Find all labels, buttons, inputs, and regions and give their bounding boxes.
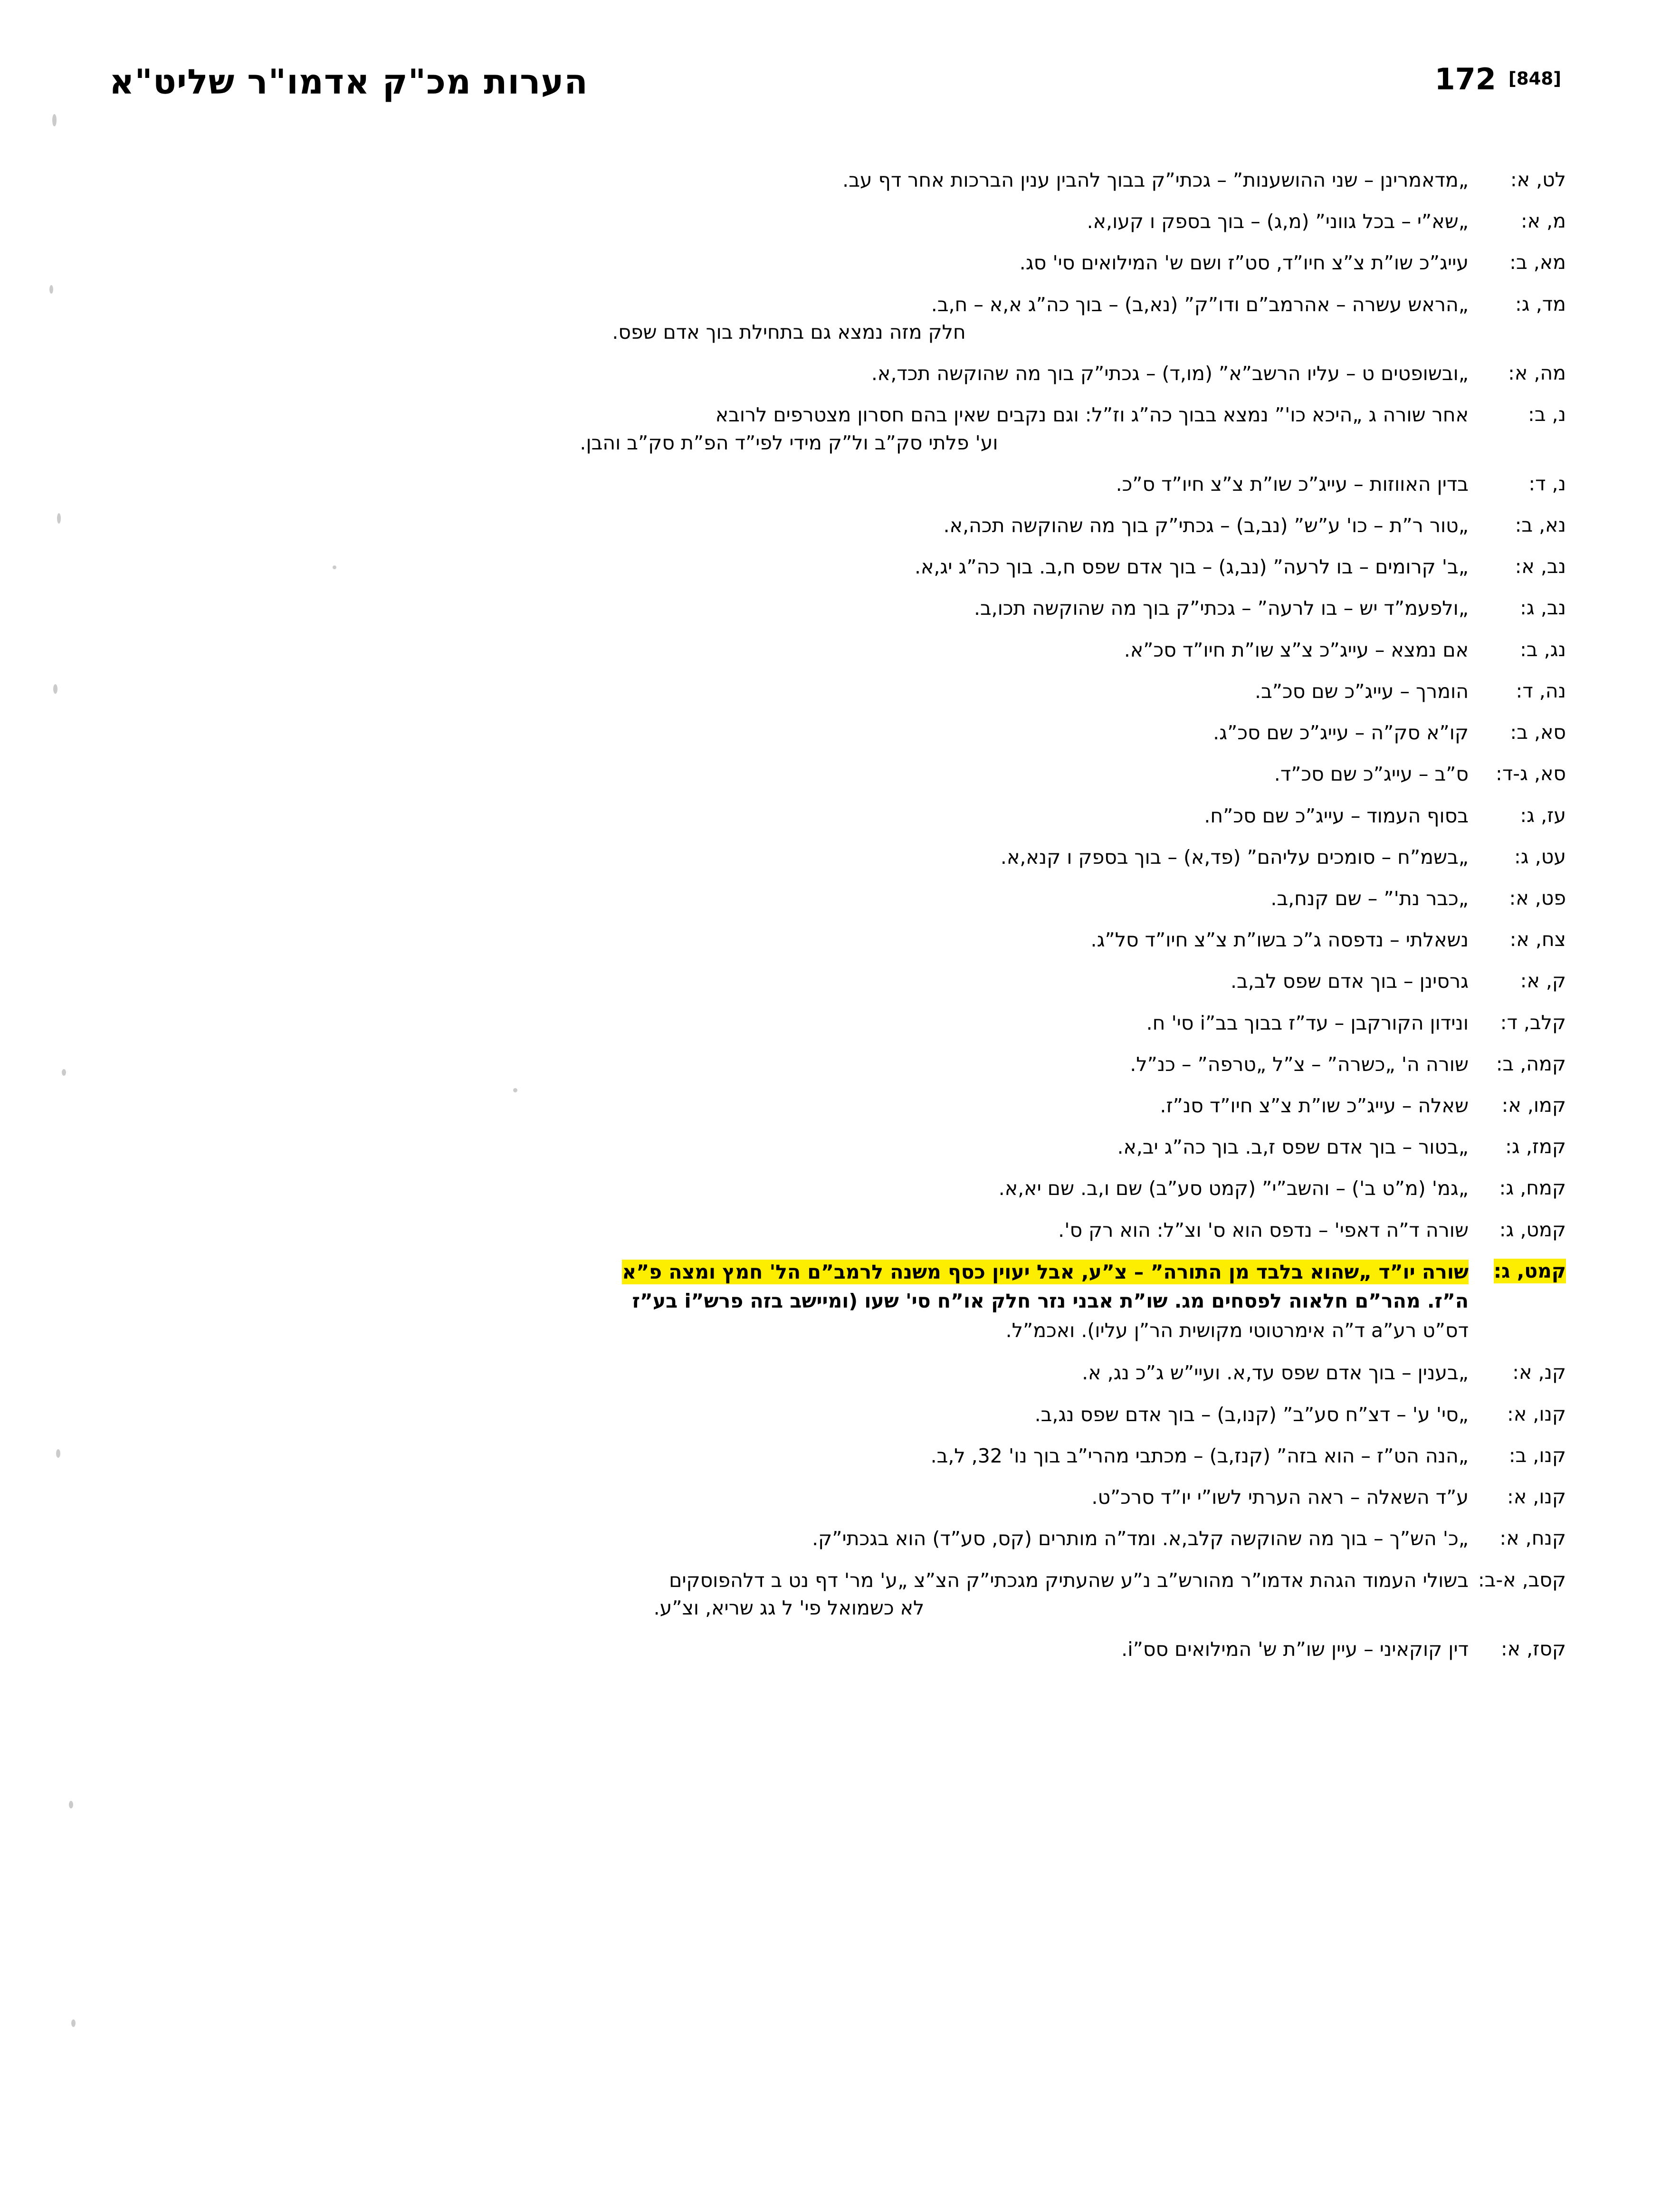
entry-line: „שא”י – בכל גווני” (מ,ג) – בוך בספק ו קעו,א. (1087, 210, 1469, 233)
entry-reference: מד, ג: (1515, 292, 1566, 316)
scan-speck (333, 565, 336, 569)
entry-reference: קלב, ד: (1500, 1011, 1566, 1034)
entry-reference: נה, ד: (1516, 679, 1566, 702)
entry-line: הומרך – עייג”כ שם סכ”ב. (1255, 679, 1469, 703)
entry-reference: קסז, א: (1500, 1637, 1566, 1660)
entry-text (109, 678, 1469, 705)
entry-text (109, 553, 1469, 581)
entry-text (109, 1483, 1469, 1511)
entry-text (109, 166, 1469, 194)
page-number-group (1435, 62, 1562, 96)
entry-text (109, 1133, 1469, 1161)
entry-line: ע”ד השאלה – ראה הערתי לשו”י יו”ד סרכ”ט. (1091, 1486, 1469, 1509)
annotation-entry (109, 1092, 1571, 1119)
entry-text (109, 1092, 1469, 1119)
entry-reference: נב, ג: (1520, 596, 1566, 620)
entry-line: שורה ד”ה דאפי' – נדפס הוא ס' וצ”ל: הוא רק ס'. (1058, 1218, 1469, 1242)
bracket-number: [848] (1508, 68, 1561, 89)
entry-reference: ק, א: (1520, 969, 1566, 993)
annotation-entry (109, 594, 1571, 622)
scan-speck (53, 684, 57, 694)
entry-reference: סא, ג-ד: (1496, 762, 1566, 785)
page-header (0, 62, 1680, 119)
entry-line-emphasis: ה”ז. מהר”ם חלאוה לפסחים מג. שו”ת אבני נזר חלק או”ח סי' שעו (ומיישב בזה פרש”i בע”ז (632, 1290, 1469, 1313)
entry-reference: קנו, א: (1507, 1402, 1566, 1425)
annotation-entry (109, 1567, 1571, 1622)
entry-line: אחר שורה ג „היכא כו'” נמצא בבוך כה”ג וז”ל: וגם נקבים שאין בהם חסרון מצטרפים לרובא (715, 403, 1469, 427)
entry-text (109, 249, 1469, 277)
entry-reference: קמט, ג: (1499, 1218, 1566, 1241)
annotation-entry (109, 678, 1571, 705)
entry-reference: עז, ג: (1520, 803, 1566, 827)
entry-text (109, 1635, 1469, 1663)
entry-reference: סא, ב: (1510, 721, 1566, 744)
entry-line: לא כשמואל פי' ל גג שריא, וצ”ע. (653, 1596, 925, 1619)
annotation-entry (109, 1525, 1571, 1552)
entry-text (109, 885, 1469, 912)
entry-line: וע' פלתי סק”ב ול”ק מידי לפי”ד הפ”ת סק”ב והבן. (580, 431, 998, 454)
entry-text (109, 1359, 1469, 1386)
annotation-entry (109, 926, 1571, 954)
entry-text (109, 843, 1469, 871)
entry-line: „בשמ”ח – סומכים עליהם” (פד,א) – בוך בספק ו קנא,א. (1000, 845, 1469, 869)
annotation-list (109, 166, 1571, 1677)
entry-line: „בענין – בוך אדם שפס עד,א. ועיי”ש ג”כ נג, א. (1082, 1361, 1469, 1385)
entry-line: ונידון הקורקבן – עד”ז בבוך בב”i סי' ח. (1146, 1011, 1469, 1034)
entry-line: אם נמצא – עייג”כ צ”צ שו”ת חיו”ד סכ”א. (1124, 638, 1469, 661)
scan-speck (62, 1069, 66, 1076)
entry-reference: קנח, א: (1499, 1527, 1566, 1550)
entry-line: „מדאמרינן – שני ההושענות” – גכתי”ק בבוך להבין ענין הברכות אחר דף עב. (842, 169, 1469, 191)
entry-text (109, 1051, 1469, 1078)
entry-text (109, 967, 1469, 995)
entry-reference: קנ, א: (1512, 1361, 1566, 1384)
entry-text (109, 1009, 1469, 1037)
annotation-entry (109, 360, 1571, 387)
annotation-entry (109, 1401, 1571, 1428)
entry-text (109, 1401, 1469, 1428)
entry-line: שאלה – עייג”כ שו”ת צ”צ חיו”ד סנ”ז. (1160, 1094, 1469, 1118)
entry-line: „ובשופטים ט – עליו הרשב”א” (מו,ד) – גכתי”ק בוך מה שהוקשה תכד,א. (871, 362, 1469, 385)
annotation-entry (109, 1009, 1571, 1037)
entry-line: בדין האווזות – עייג”כ שו”ת צ”צ חיו”ד ס”כ. (1116, 472, 1469, 496)
entry-text (109, 512, 1469, 539)
annotation-entry (109, 249, 1571, 277)
annotation-entry (109, 967, 1571, 995)
entry-reference: קמז, ג: (1505, 1135, 1566, 1158)
entry-text (109, 1525, 1469, 1552)
annotation-entry (109, 1216, 1571, 1244)
annotation-entry (109, 1051, 1571, 1078)
annotation-entry (109, 1635, 1571, 1663)
entry-text (109, 1216, 1469, 1244)
scan-speck (71, 2019, 76, 2027)
annotation-entry (109, 166, 1571, 194)
scan-speck (49, 285, 53, 294)
entry-line: ס”ב – עייג”כ שם סכ”ד. (1274, 763, 1469, 786)
entry-text (109, 470, 1469, 498)
entry-reference: נ, ב: (1528, 403, 1566, 426)
entry-reference: נא, ב: (1515, 513, 1566, 536)
entry-reference: קנו, א: (1507, 1485, 1566, 1509)
annotation-entry (109, 1133, 1571, 1161)
scan-speck (57, 513, 61, 524)
entry-text (109, 1175, 1469, 1202)
entry-line: „הנה הט”ז – הוא בזה” (קנז,ב) – מכתבי מהרי”ב בוך נו' 32, ל,ב. (930, 1444, 1469, 1467)
entry-line: בשולי העמוד הגהת אדמו”ר מהורש”ב נ”ע שהעתיק מגכתי”ק הצ”צ „ע' מר' דף נט ב דלהפוסקים (669, 1568, 1469, 1592)
entry-reference: קמו, א: (1501, 1094, 1566, 1117)
entry-line: „כ' הש”ך – בוך מה שהוקשה קלב,א. ומד”ה מותרים (קס, סע”ד) הוא בגכתי”ק. (812, 1527, 1469, 1550)
entry-line: „טור ר”ת – כו' ע”ש” (נב,ב) – גכתי”ק בוך מה שהוקשה תכה,א. (943, 514, 1469, 537)
entry-line: עייג”כ שו”ת צ”צ חיו”ד, סט”ז ושם ש' המילואים סי' סג. (1019, 251, 1469, 275)
entry-reference: צח, א: (1509, 928, 1566, 951)
entry-line: „כבר נת'” – שם קנח,ב. (1270, 887, 1469, 910)
entry-reference: מה, א: (1508, 362, 1566, 385)
annotation-entry (109, 553, 1571, 581)
entry-reference: קסב, א-ב: (1478, 1568, 1566, 1591)
entry-reference: קנו, ב: (1508, 1444, 1566, 1467)
entry-text (109, 802, 1469, 830)
entry-line: „בטור – בוך אדם שפס ז,ב. בוך כה”ג יב,א. (1117, 1136, 1469, 1159)
entry-reference: מא, ב: (1509, 251, 1566, 274)
annotation-entry (109, 470, 1571, 498)
entry-line: בסוף העמוד – עייג”כ שם סכ”ח. (1204, 804, 1469, 827)
entry-line: שורה ה' „כשרה” – צ”ל „טרפה” – כנ”ל. (1130, 1052, 1469, 1076)
annotation-entry (109, 1175, 1571, 1202)
entry-text (109, 360, 1469, 387)
entry-text (109, 401, 1469, 456)
page-number: 172 (1434, 62, 1496, 96)
entry-text (109, 636, 1469, 664)
entry-line (109, 1258, 1469, 1287)
entry-text (109, 1258, 1469, 1346)
entry-text (109, 594, 1469, 622)
entry-line: „סי' ע' – דצ”ח סע”ב” (קנו,ב) – בוך אדם שפס נג,ב. (1034, 1403, 1469, 1426)
annotation-entry (109, 1483, 1571, 1511)
entry-line (109, 1287, 1469, 1316)
annotation-entry (109, 1442, 1571, 1470)
entry-text (109, 208, 1469, 235)
entry-line: „הראש עשרה – אהרמב”ם ודו”ק” (נא,ב) – בוך כה”ג א,א – ח,ב. (931, 293, 1469, 316)
annotation-entry (109, 843, 1571, 871)
annotation-entry (109, 1258, 1571, 1346)
entry-text (109, 1567, 1469, 1622)
entry-reference: נב, א: (1515, 555, 1566, 578)
annotation-entry (109, 760, 1571, 788)
annotation-entry (109, 208, 1571, 235)
entry-text (109, 719, 1469, 746)
entry-reference: קמה, ב: (1496, 1052, 1566, 1075)
scan-speck (513, 1088, 517, 1092)
scan-speck (56, 1449, 60, 1458)
entry-reference: נ, ד: (1528, 472, 1566, 495)
annotation-entry (109, 719, 1571, 746)
entry-reference: לט, א: (1510, 168, 1566, 191)
entry-line: „גמ' (מ”ט ב') – והשב”י” (קמט סע”ב) שם ו,ב. שם יא,א. (998, 1177, 1469, 1200)
entry-reference-highlight: קמט, ג: (1493, 1259, 1566, 1282)
page-title: הערות מכ"ק אדמו"ר שליט"א (109, 62, 588, 102)
entry-line: „ולפעמ”ד יש – בו לרעה” – גכתי”ק בוך מה שהוקשה תכו,ב. (974, 597, 1469, 620)
entry-text (109, 926, 1469, 954)
entry-line: גרסינן – בוך אדם שפס לב,ב. (1231, 970, 1469, 993)
entry-line: דין קוקאיני – עיין שו”ת ש' המילואים סס”i. (1121, 1637, 1469, 1661)
entry-reference: עט, ג: (1514, 845, 1566, 868)
entry-text (109, 760, 1469, 788)
annotation-entry (109, 291, 1571, 346)
entry-text (109, 1442, 1469, 1470)
scan-speck (52, 114, 57, 126)
annotation-entry (109, 636, 1571, 664)
entry-reference (1469, 1258, 1571, 1285)
entry-line: „ב' קרומים – בו לרעה” (נב,ג) – בוך אדם שפס ח,ב. בוך כה”ג יג,א. (914, 555, 1469, 579)
scan-speck (69, 1801, 73, 1808)
annotation-entry (109, 512, 1571, 539)
entry-reference: מ, א: (1520, 210, 1566, 233)
entry-text (109, 291, 1469, 346)
entry-line: דס”ט רע”a ד”ה אימרטוטי מקושית הר”ן עליו). ואכמ”ל. (1005, 1319, 1469, 1342)
entry-line: נשאלתי – נדפסה ג”כ בשו”ת צ”צ חיו”ד סל”ג. (1090, 928, 1469, 952)
entry-line: קו”א סק”ה – עייג”כ שם סכ”ג. (1213, 721, 1469, 745)
annotation-entry (109, 401, 1571, 456)
entry-reference: פט, א: (1509, 886, 1566, 909)
entry-reference: קמח, ג: (1499, 1176, 1566, 1200)
annotation-entry (109, 1359, 1571, 1386)
highlighted-text: שורה יו”ד „שהוא בלבד מן התורה” – צ”ע, אבל יעוין כסף משנה לרמב”ם הל' חמץ ומצה פ”א (622, 1260, 1469, 1283)
annotation-entry (109, 885, 1571, 912)
annotation-entry (109, 802, 1571, 830)
entry-reference: נג, ב: (1520, 638, 1566, 661)
entry-line: חלק מזה נמצא גם בתחילת בוך אדם שפס. (612, 320, 966, 344)
